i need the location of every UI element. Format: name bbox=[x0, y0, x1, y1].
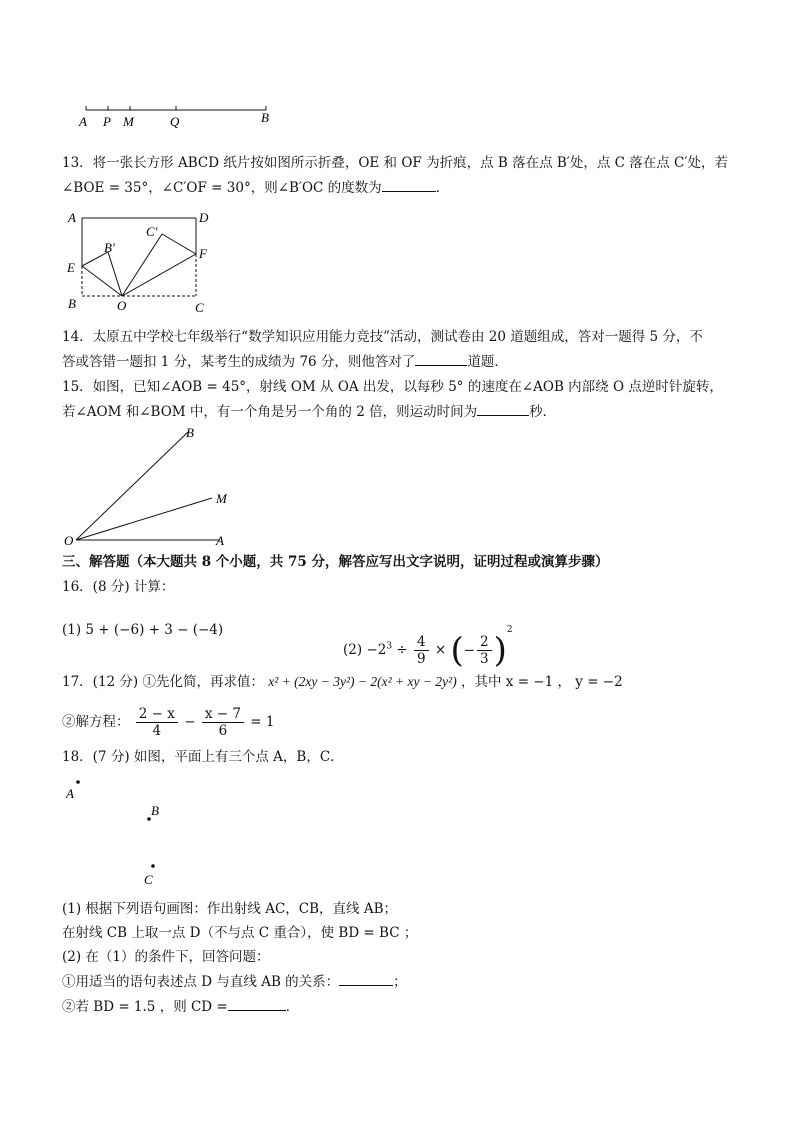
q16-frac1-den: 9 bbox=[416, 651, 426, 667]
q18-label-a: A bbox=[66, 786, 74, 801]
q17-frac2 bbox=[202, 706, 244, 739]
point-q-label: Q bbox=[170, 114, 180, 129]
q17-frac2-num: x − 7 bbox=[202, 706, 244, 723]
q13-label-c: C bbox=[195, 300, 204, 315]
q14-answer-blank bbox=[415, 351, 467, 366]
q17-minus: − bbox=[184, 714, 196, 730]
q18-sub2a-blank bbox=[339, 971, 393, 986]
q16-exponent: 3 bbox=[386, 641, 393, 652]
q16-part2: $(2) -2^3$ ÷ $\frac{4}{9}$ × (− $\frac{2}{3}$ )$^2$ bbox=[343, 625, 513, 671]
q18-sub2a-end: ； bbox=[393, 974, 407, 990]
q13-label-b: B bbox=[68, 296, 76, 311]
q17-rhs: = 1 bbox=[250, 714, 275, 730]
q15-label-o: O bbox=[64, 533, 74, 548]
q17-frac2-den: 6 bbox=[218, 723, 228, 739]
q17-line1 bbox=[62, 671, 623, 693]
q15-label-b: B bbox=[186, 425, 194, 440]
q15-angle-figure bbox=[60, 424, 240, 548]
q13-label-c-prime: C′ bbox=[146, 224, 158, 239]
point-a-label: A bbox=[79, 114, 87, 129]
q18-sub1b: 在射线 CB 上取一点 D（不与点 C 重合），使 BD = BC ； bbox=[62, 925, 418, 941]
segment-figure bbox=[70, 98, 280, 130]
q16-title: 16．(8 分) 计算： bbox=[62, 579, 175, 595]
q18-sub2a-text: ①用适当的语句表述点 D 与直线 AB 的关系： bbox=[62, 974, 340, 990]
q16-frac1-num: 4 bbox=[414, 634, 429, 651]
q16-times: × bbox=[434, 642, 447, 658]
q16-frac2-num: 2 bbox=[477, 634, 492, 651]
q14-line2 bbox=[62, 351, 508, 373]
q13-line1: 13．将一张长方形 ABCD 纸片按如图所示折叠，OE 和 OF 为折痕，点 B 落在点 B′处，点 C 落在点 C′处，若 bbox=[62, 155, 728, 171]
q16-right-paren: ) bbox=[493, 630, 507, 671]
q18-sub2b bbox=[62, 996, 299, 1018]
q16-left-paren: ( bbox=[450, 630, 464, 671]
q17-expression: x² + (2xy − 3y²) − 2(x² + xy − 2y²) bbox=[268, 674, 457, 689]
q13-label-b-prime: B′ bbox=[104, 240, 115, 255]
q17-frac1 bbox=[136, 706, 178, 739]
q13-text: ∠BOE = 35°，∠C′OF = 30°，则∠B′OC 的度数为 bbox=[62, 180, 382, 196]
point-m-label: M bbox=[123, 114, 134, 129]
q16-frac1 bbox=[414, 634, 429, 667]
q15-text: 若∠AOM 和∠BOM 中，有一个角是另一个角的 2 倍，则运动时间为 bbox=[62, 404, 478, 420]
q18-label-c: C bbox=[144, 872, 153, 887]
q14-text: 答或答错一题扣 1 分，某考生的成绩为 76 分，则他答对了 bbox=[62, 354, 416, 370]
q18-sub2b-text: ②若 BD = 1.5 ，则 CD = bbox=[62, 999, 228, 1015]
q14-end: 道题． bbox=[467, 354, 508, 370]
q17-prefix: 17．(12 分) ①先化简，再求值： bbox=[62, 674, 264, 690]
q18-sub2a bbox=[62, 971, 407, 993]
q18-label-b: B bbox=[151, 803, 159, 818]
q16-div: ÷ bbox=[396, 642, 408, 658]
q16-part1: (1) 5 + (−6) + 3 − (−4) bbox=[62, 622, 224, 638]
q18-sub2b-blank bbox=[228, 996, 286, 1011]
q16-part2-prefix: (2) −2 bbox=[343, 642, 387, 658]
point-b-label: B bbox=[261, 110, 269, 125]
point-p-label: P bbox=[103, 114, 111, 129]
q13-label-f: F bbox=[199, 246, 207, 261]
q18-sub1: (1) 根据下列语句画图：作出射线 AC，CB，直线 AB； bbox=[62, 901, 397, 917]
q18-sub2: (2) 在（1）的条件下，回答问题： bbox=[62, 949, 270, 965]
q13-label-d: D bbox=[199, 210, 209, 225]
q17-line2 bbox=[62, 704, 274, 740]
q13-label-o: O bbox=[117, 298, 127, 313]
q17-frac1-den: 4 bbox=[152, 723, 162, 739]
q16-frac2 bbox=[477, 634, 492, 667]
q15-answer-blank bbox=[477, 401, 529, 416]
q15-end: 秒． bbox=[529, 404, 557, 420]
q13-line2 bbox=[62, 177, 449, 199]
q13-answer-blank bbox=[382, 177, 436, 192]
q15-label-m: M bbox=[216, 491, 227, 506]
q15-label-a: A bbox=[216, 533, 224, 548]
q13-label-a: A bbox=[68, 210, 76, 225]
q14-line1: 14．太原五中学校七年级举行“数学知识应用能力竞技”活动，测试卷由 20 道题组成，答对一题得 5 分，不 bbox=[62, 329, 703, 345]
q15-line2 bbox=[62, 401, 556, 423]
q17-frac1-num: 2 − x bbox=[136, 706, 178, 723]
q17-line2-prefix: ②解方程： bbox=[62, 714, 130, 730]
q18-line1: 18．(7 分) 如图，平面上有三个点 A，B，C． bbox=[62, 749, 344, 765]
q13-fold-figure bbox=[60, 206, 220, 316]
section-3-title: 三、解答题（本大题共 8 个小题，共 75 分，解答应写出文字说明，证明过程或演算步骤） bbox=[62, 554, 609, 570]
q13-end: ． bbox=[435, 180, 450, 196]
q18-sub2b-end: ． bbox=[285, 999, 300, 1015]
q15-line1: 15．如图，已知∠AOB = 45°，射线 OM 从 OA 出发，以每秒 5° 的速度在∠AOB 内部绕 O 点逆时针旋转， bbox=[62, 379, 723, 395]
q16-frac2-den: 3 bbox=[480, 651, 489, 667]
q18-points-figure bbox=[60, 772, 180, 890]
q17-condition: ，其中 x = −1 ， y = −2 bbox=[461, 674, 623, 690]
q16-exponent2: 2 bbox=[506, 625, 513, 635]
q13-label-e: E bbox=[67, 260, 75, 275]
